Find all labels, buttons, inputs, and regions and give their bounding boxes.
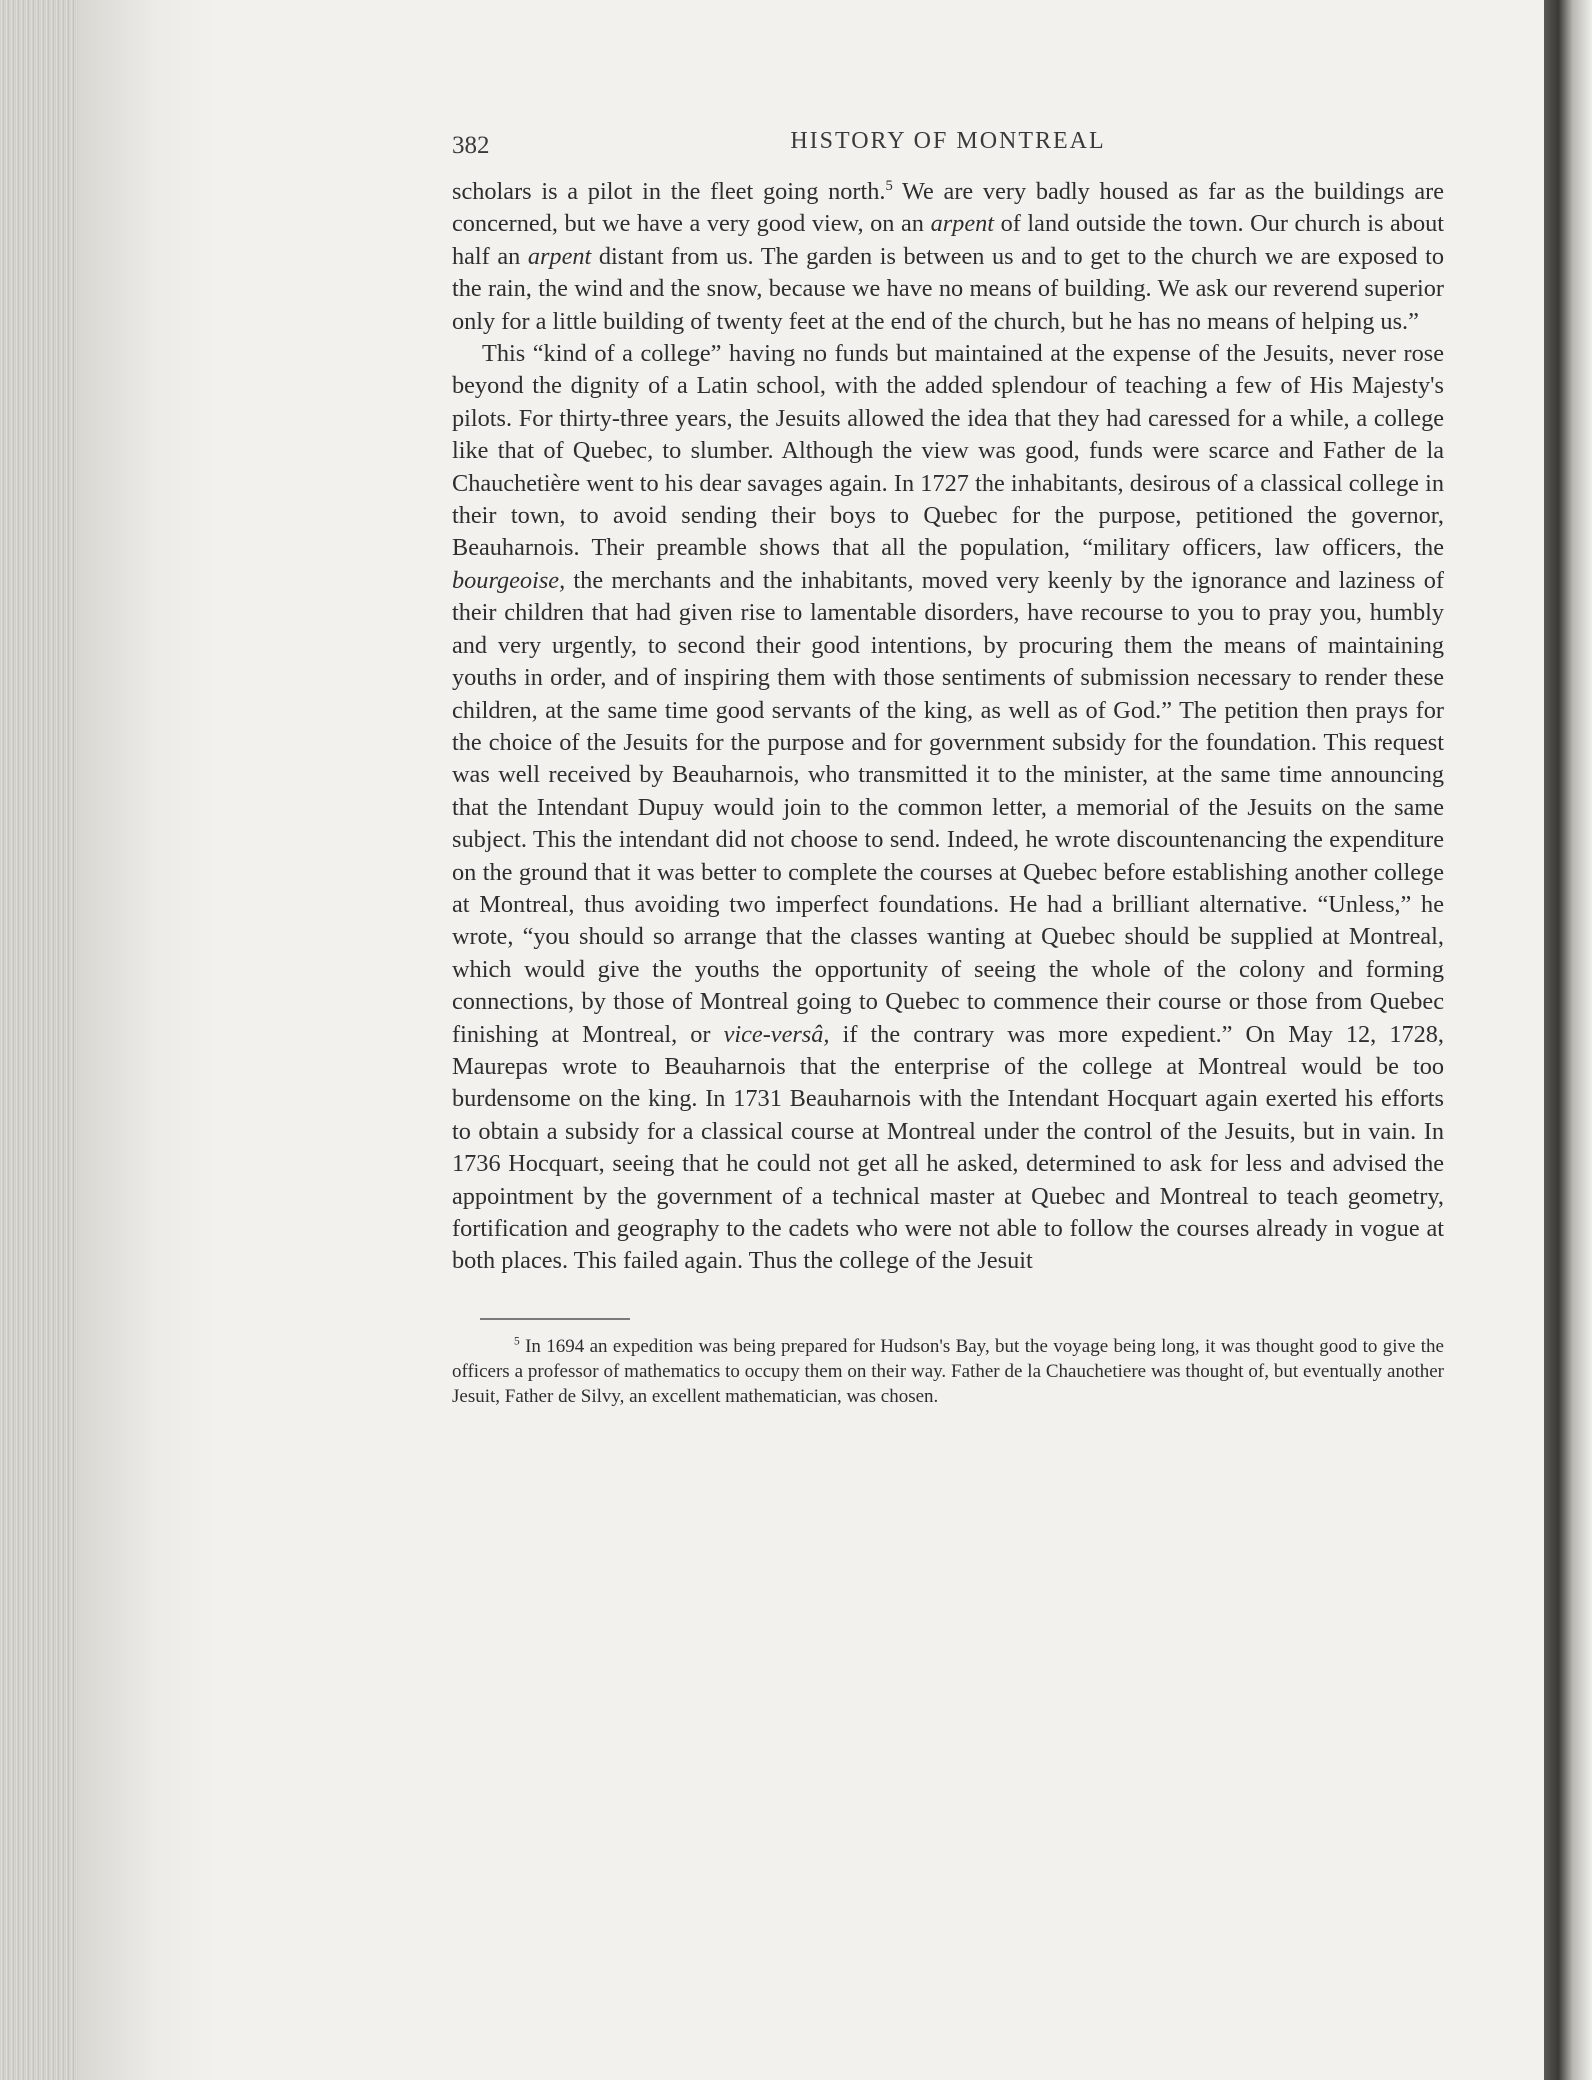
italic-term: arpent: [527, 242, 592, 270]
body-text: [452, 176, 1444, 1278]
footnotes: [452, 1334, 1444, 1409]
text-run: scholars is a pilot in the fleet going north.: [452, 178, 886, 205]
text-run: of land outside the town. Our church is about half an: [452, 210, 1445, 270]
italic-term: bourgeoise,: [452, 566, 566, 594]
gutter-shadow: [78, 0, 218, 2080]
footnote-reference: 5: [885, 177, 893, 194]
text-run: We are very badly housed as far as the buildings are concerned, but we have a very good view, on an: [452, 178, 1444, 238]
footnote-marker: 5: [514, 1335, 520, 1348]
text-run: This “kind of a college” having no funds but maintained at the expense of the Jesuits, never rose beyond the dignity of a Latin school, with the added splendour of teaching a few of His Majesty's pilots. For thirty-three years, the Jesuits allowed the idea that they had caressed for a while, a college like that of Quebec, to slumber. Although the view was good, funds were scarce and Father de la Chauchetière went to his dear savages again. In 1727 the inhabitants, desirous of a classical college in their town, to avoid sending their boys to Quebec for the purpose, petitioned the governor, Beauharnois. Their preamble shows that all the population, “military officers, law officers, the: [452, 340, 1444, 562]
text-run: the merchants and the inhabitants, moved very keenly by the ignorance and laziness of their children that had given rise to lamentable disorders, have recourse to you to pray you, humbly and very urgently, to second their good intentions, by procuring them the means of maintaining youths in order, and of inspiring them with those sentiments of submission necessary to render these children, at the same time good servants of the king, as well as of God.” The petition then prays for the choice of the Jesuits for the purpose and for government subsidy for the foundation. This request was well received by Beauharnois, who transmitted it to the minister, at the same time announcing that the Intendant Dupuy would join to the common letter, a memorial of the Jesuits on the same subject. This the intendant did not choose to send. Indeed, he wrote discountenancing the expenditure on the ground that it was better to complete the courses at Quebec before establishing another college at Montreal, thus avoiding two imperfect foundations. He had a brilliant alternative. “Unless,” he wrote, “you should so arrange that the classes wanting at Quebec should be supplied at Montreal, which would give the youths the opportunity of seeing the whole of the colony and forming connections, by those of Montreal going to Quebec to commence their course or those from Quebec finishing at Montreal, or: [452, 566, 1444, 1048]
italic-term: arpent: [930, 210, 994, 238]
book-page-edges: [0, 0, 78, 2080]
text-run: if the contrary was more expedient.” On May 12, 1728, Maurepas wrote to Beauharnois that the enterprise of the college at Montreal would be too burdensome on the king. In 1731 Beauharnois with the Intendant Hocquart again exerted his efforts to obtain a subsidy for a classical course at Montreal under the control of the Jesuits, but in vain. In 1736 Hocquart, seeing that he could not get all he asked, determined to ask for less and advised the appointment by the government of a technical master at Quebec and Montreal to teach geometry, fortification and geography to the cadets who were not able to follow the courses already in vogue at both places. This failed again. Thus the college of the Jesuit: [452, 1020, 1444, 1275]
paragraph: [452, 338, 1444, 1278]
book-page: [452, 124, 1444, 1409]
page-number: 382: [452, 132, 490, 159]
paragraph-continued: [452, 176, 1444, 338]
scan-edge-shadow: [1544, 0, 1592, 2080]
footnote-divider: [480, 1318, 630, 1320]
italic-term: vice-versâ,: [723, 1020, 830, 1048]
footnote-text: In 1694 an expedition was being prepared for Hudson's Bay, but the voyage being long, it was thought good to give the officers a professor of mathematics to occupy them on their way. Father de la Chauchetiere was thought of, but eventually another Jesuit, Father de Silvy, an excellent mathematician, was chosen.: [452, 1335, 1444, 1407]
text-run: distant from us. The garden is between us and to get to the church we are exposed to the rain, the wind and the snow, because we have no means of building. We ask our reverend superior only for a little building of twenty feet at the end of the church, but he has no means of helping us.”: [452, 242, 1444, 335]
running-header: [452, 124, 1444, 164]
footnote: [452, 1334, 1444, 1409]
running-title: HISTORY OF MONTREAL: [790, 128, 1106, 154]
